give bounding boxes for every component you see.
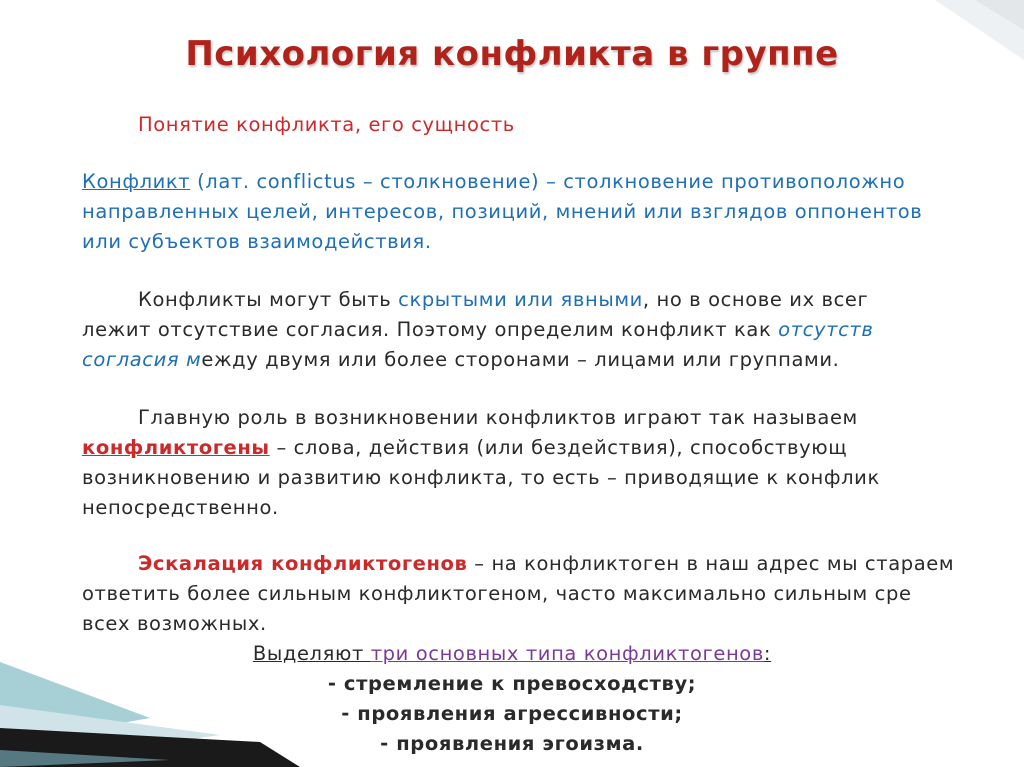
para2-text-e: ежду двумя или более сторонами – лицами или группами. bbox=[201, 348, 840, 371]
para2-hidden-or-open: скрытыми или явными bbox=[398, 288, 643, 311]
definition-line-2: направленных целей, интересов, позиций, мнений или взглядов оппонентов bbox=[82, 200, 923, 223]
para2-line-3 bbox=[82, 348, 839, 372]
para3-line-4: непосредственно. bbox=[82, 496, 279, 519]
type-item-2: - проявления агрессивности; bbox=[341, 702, 683, 725]
para3-definition: – слова, действия (или бездействия), способствующ bbox=[269, 436, 848, 459]
slide-title: Психология конфликта в группе bbox=[185, 34, 839, 74]
para2-line-1 bbox=[138, 288, 868, 312]
slide-subtitle: Понятие конфликта, его сущность bbox=[138, 113, 515, 136]
types-intro-a: Выделяют bbox=[252, 642, 371, 665]
types-intro bbox=[0, 642, 1024, 666]
para4-text: – на конфликтоген в наш адрес мы стараем bbox=[467, 552, 955, 575]
para2-absence-italic: отсутств bbox=[778, 318, 874, 341]
term-konfliktogeny: конфликтогены bbox=[82, 436, 270, 459]
term-latin: (лат. conflictus – столкновение) bbox=[197, 170, 540, 193]
type-item-1: - стремление к превосходству; bbox=[327, 672, 697, 695]
para4-line-3: всех возможных. bbox=[82, 612, 267, 635]
definition-rest: – столкновение противоположно bbox=[539, 170, 906, 193]
para3-line-1: Главную роль в возникновении конфликтов играют так называем bbox=[138, 406, 858, 429]
types-intro-c: : bbox=[763, 642, 772, 665]
para4-line-1 bbox=[138, 552, 954, 576]
type-item-3: - проявления эгоизма. bbox=[380, 732, 644, 755]
definition-line-1 bbox=[82, 170, 905, 194]
term-konflikt: Конфликт bbox=[82, 170, 191, 193]
para3-line-3: возникновению и развитию конфликта, то есть – приводящие к конфлик bbox=[82, 466, 880, 489]
para2-text-a: Конфликты могут быть bbox=[138, 288, 399, 311]
term-escalation: Эскалация конфликтогенов bbox=[138, 552, 468, 575]
definition-line-3: или субъектов взаимодействия. bbox=[82, 230, 432, 253]
para2-text-c: , но в основе их всег bbox=[642, 288, 869, 311]
para2-agreement-italic: согласия м bbox=[82, 348, 202, 371]
para3-line-2 bbox=[82, 436, 847, 460]
para2-text-d: лежит отсутствие согласия. Поэтому определим конфликт как bbox=[82, 318, 779, 341]
types-intro-b: три основных типа конфликтогенов bbox=[370, 642, 764, 665]
para4-line-2: ответить более сильным конфликтогеном, часто максимально сильным сре bbox=[82, 582, 912, 605]
para2-line-2 bbox=[82, 318, 873, 342]
